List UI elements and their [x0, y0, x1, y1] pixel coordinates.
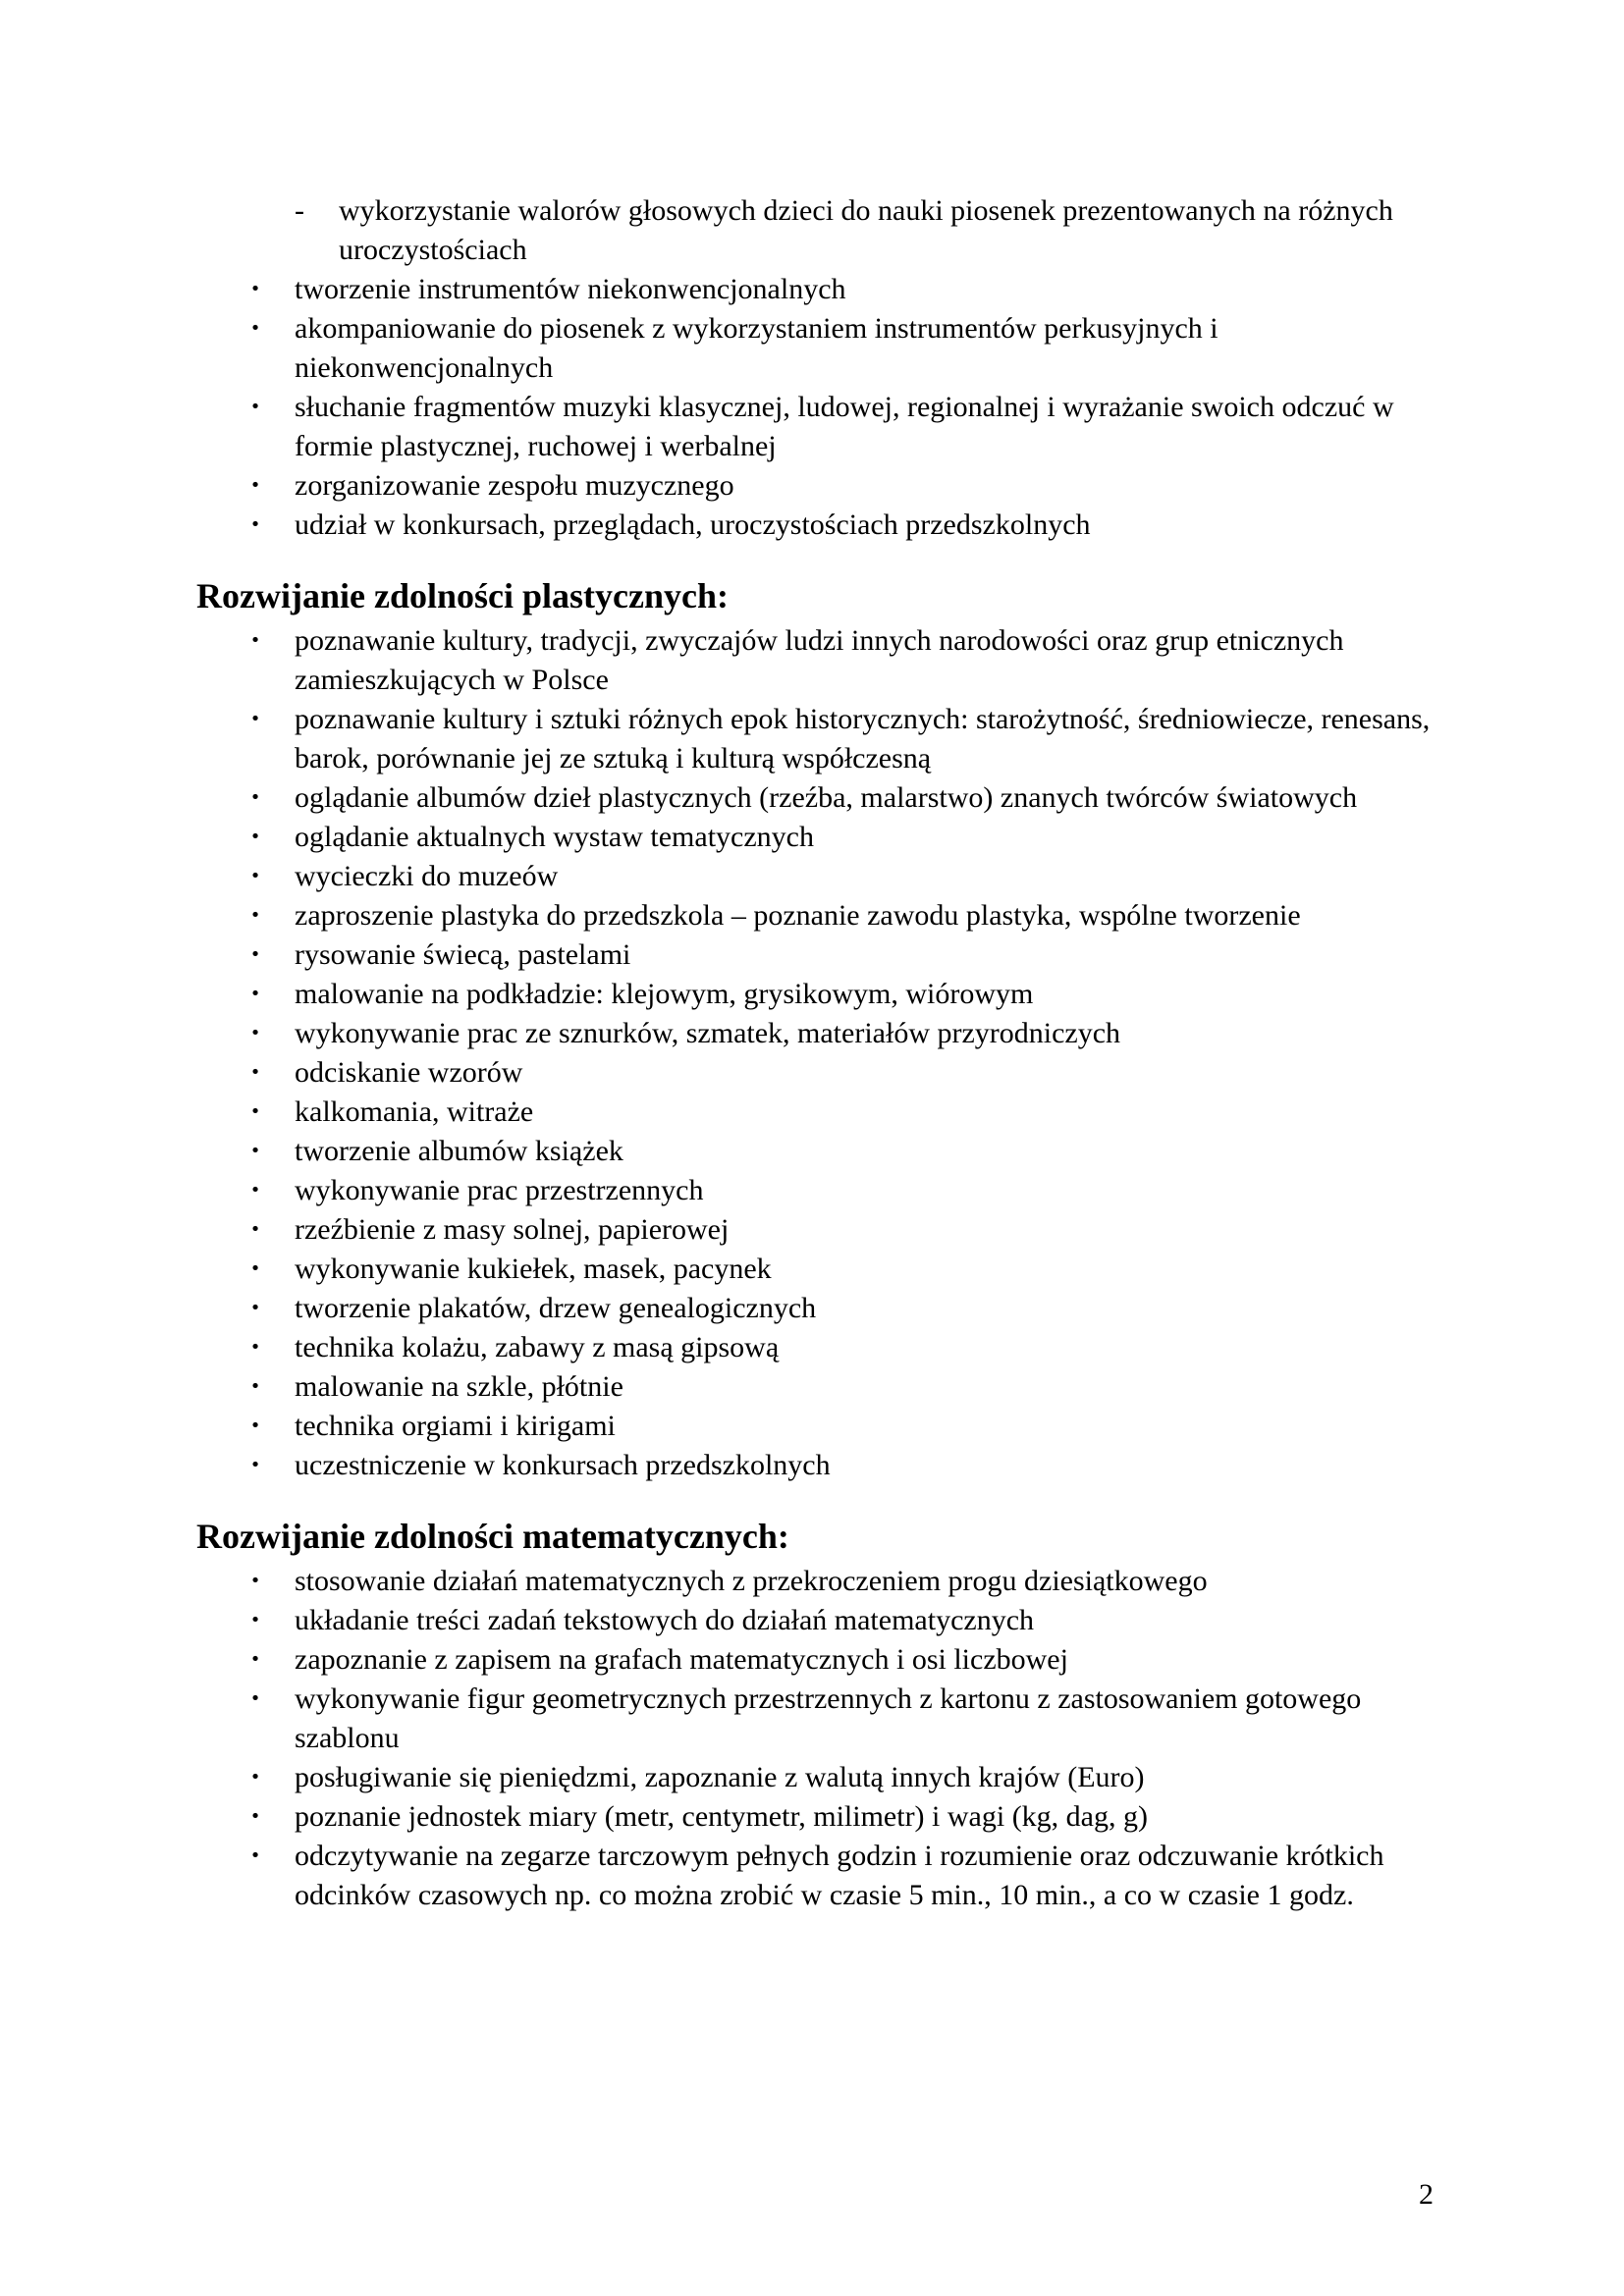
bullet-icon: •: [249, 905, 261, 926]
list-item-text: wykonywanie kukiełek, masek, pacynek: [295, 1253, 772, 1285]
bullet-icon: •: [249, 1767, 261, 1788]
bullet-icon: •: [249, 514, 261, 535]
list-item: [196, 1014, 1473, 1053]
list-item: [196, 1210, 1473, 1250]
list-item-text: technika kolażu, zabawy z masą gipsową: [295, 1331, 780, 1363]
bullet-icon: •: [249, 1180, 261, 1201]
list-item: [196, 818, 1473, 857]
section-heading-art: Rozwijanie zdolności plastycznych:: [196, 576, 729, 615]
bullet-icon: •: [249, 1101, 261, 1122]
list-item-text: rysowanie świecą, pastelami: [295, 938, 631, 971]
list-item-text: uczestniczenie w konkursach przedszkolnych: [295, 1449, 831, 1481]
list-item: [196, 700, 1473, 778]
list-item-text: kalkomania, witraże: [295, 1095, 534, 1128]
list-item: [196, 191, 1473, 270]
list-item-text: wykonywanie prac ze sznurków, szmatek, materiałów przyrodniczych: [295, 1017, 1121, 1049]
bullet-icon: •: [249, 866, 261, 886]
list-item-text: technika orgiami i kirigami: [295, 1410, 616, 1442]
list-item-text: odciskanie wzorów: [295, 1056, 523, 1089]
list-item-text: posługiwanie się pieniędzmi, zapoznanie z walutą innych krajów (Euro): [295, 1761, 1145, 1793]
list-item-text: wykonywanie figur geometrycznych przestrzennych z kartonu z zastosowaniem gotowego szablonu: [295, 1682, 1362, 1754]
bullet-icon: •: [249, 1062, 261, 1083]
list-item: [196, 857, 1473, 896]
list-item: [196, 1250, 1473, 1289]
bullet-icon: •: [249, 709, 261, 729]
bullet-icon: •: [249, 1688, 261, 1709]
bullet-icon: •: [249, 1649, 261, 1670]
bullet-icon: •: [249, 1258, 261, 1279]
bullet-icon: •: [249, 1376, 261, 1397]
list-item-text: tworzenie instrumentów niekonwencjonalnych: [295, 273, 846, 305]
list-item-text: wykonywanie prac przestrzennych: [295, 1174, 704, 1206]
bullet-icon: •: [249, 1571, 261, 1591]
list-item: [196, 1328, 1473, 1367]
bullet-icon: •: [249, 1298, 261, 1318]
list-item: [196, 1640, 1473, 1680]
music-activities-list: [196, 191, 1473, 545]
bullet-icon: •: [249, 1141, 261, 1161]
bullet-icon: •: [249, 318, 261, 339]
list-item-text: zapoznanie z zapisem na grafach matematycznych i osi liczbowej: [295, 1643, 1068, 1676]
bullet-icon: •: [249, 475, 261, 496]
list-item-text: odczytywanie na zegarze tarczowym pełnych godzin i rozumienie oraz odczuwanie krótkich odcinków czasowych np. co można zrobić w czasie 5 min., 10 min., a co w czasie 1 godz.: [295, 1840, 1384, 1911]
list-item: [196, 1171, 1473, 1210]
list-item: [196, 1093, 1473, 1132]
list-item: [196, 1797, 1473, 1837]
list-item: [196, 1601, 1473, 1640]
bullet-icon: •: [249, 1845, 261, 1866]
bullet-icon: •: [249, 1415, 261, 1436]
list-item-text: poznanie jednostek miary (metr, centymetr, milimetr) i wagi (kg, dag, g): [295, 1800, 1148, 1833]
list-item-text: tworzenie albumów książek: [295, 1135, 623, 1167]
bullet-icon: •: [249, 944, 261, 965]
list-item: [196, 1837, 1473, 1915]
list-item-text: malowanie na podkładzie: klejowym, grysikowym, wiórowym: [295, 978, 1034, 1010]
list-item-text: rzeźbienie z masy solnej, papierowej: [295, 1213, 730, 1246]
list-item: [196, 935, 1473, 975]
list-item-text: tworzenie plakatów, drzew genealogicznych: [295, 1292, 817, 1324]
list-item: [196, 309, 1473, 388]
list-item: [196, 975, 1473, 1014]
list-item: [196, 896, 1473, 935]
list-item-text: układanie treści zadań tekstowych do działań matematycznych: [295, 1604, 1035, 1636]
list-item-text: poznawanie kultury i sztuki różnych epok historycznych: starożytność, średniowiecze, renesans, barok, porównanie jej ze sztuką i kulturą współczesną: [295, 703, 1431, 774]
list-item-text: stosowanie działań matematycznych z przekroczeniem progu dziesiątkowego: [295, 1565, 1208, 1597]
list-item: [196, 506, 1473, 545]
list-item: [196, 270, 1473, 309]
list-item-text: malowanie na szkle, płótnie: [295, 1370, 623, 1403]
list-item: [196, 1680, 1473, 1758]
list-item-text: udział w konkursach, przeglądach, uroczystościach przedszkolnych: [295, 508, 1091, 541]
list-item-text: poznawanie kultury, tradycji, zwyczajów ludzi innych narodowości oraz grup etnicznych zamieszkujących w Polsce: [295, 624, 1344, 696]
list-item: [196, 621, 1473, 700]
bullet-icon: •: [249, 1610, 261, 1630]
list-item: [196, 1132, 1473, 1171]
math-activities-list: [196, 1562, 1473, 1915]
bullet-icon: •: [249, 1023, 261, 1043]
list-item-text: oglądanie aktualnych wystaw tematycznych: [295, 821, 814, 853]
list-item-text: słuchanie fragmentów muzyki klasycznej, ludowej, regionalnej i wyrażanie swoich odczuć w formie plastycznej, ruchowej i werbalnej: [295, 391, 1394, 462]
bullet-icon: •: [249, 787, 261, 808]
list-item-text: akompaniowanie do piosenek z wykorzystaniem instrumentów perkusyjnych i niekonwencjonalnych: [295, 312, 1218, 384]
dash-marker: -: [295, 194, 304, 227]
bullet-icon: •: [249, 1455, 261, 1475]
bullet-icon: •: [249, 630, 261, 651]
list-item: [196, 1407, 1473, 1446]
list-item-text: wycieczki do muzeów: [295, 860, 559, 892]
art-activities-list: [196, 621, 1473, 1485]
list-item-text: zaproszenie plastyka do przedszkola – poznanie zawodu plastyka, wspólne tworzenie: [295, 899, 1301, 932]
bullet-icon: •: [249, 984, 261, 1004]
list-item: [196, 1562, 1473, 1601]
list-item: [196, 388, 1473, 466]
page-number: 2: [1419, 2178, 1434, 2211]
list-item: [196, 1446, 1473, 1485]
list-item: [196, 1053, 1473, 1093]
bullet-icon: •: [249, 1806, 261, 1827]
bullet-icon: •: [249, 279, 261, 299]
list-item-text: zorganizowanie zespołu muzycznego: [295, 469, 734, 502]
list-item: [196, 1758, 1473, 1797]
list-item: [196, 1367, 1473, 1407]
bullet-icon: •: [249, 1219, 261, 1240]
page-content: [196, 191, 1473, 1915]
list-item-text: wykorzystanie walorów głosowych dzieci do nauki piosenek prezentowanych na różnych uroczystościach: [339, 194, 1393, 266]
list-item: [196, 466, 1473, 506]
bullet-icon: •: [249, 397, 261, 417]
bullet-icon: •: [249, 1337, 261, 1358]
list-item: [196, 778, 1473, 818]
list-item-text: oglądanie albumów dzieł plastycznych (rzeźba, malarstwo) znanych twórców światowych: [295, 781, 1358, 814]
list-item: [196, 1289, 1473, 1328]
section-heading-math: Rozwijanie zdolności matematycznych:: [196, 1517, 789, 1556]
bullet-icon: •: [249, 827, 261, 847]
